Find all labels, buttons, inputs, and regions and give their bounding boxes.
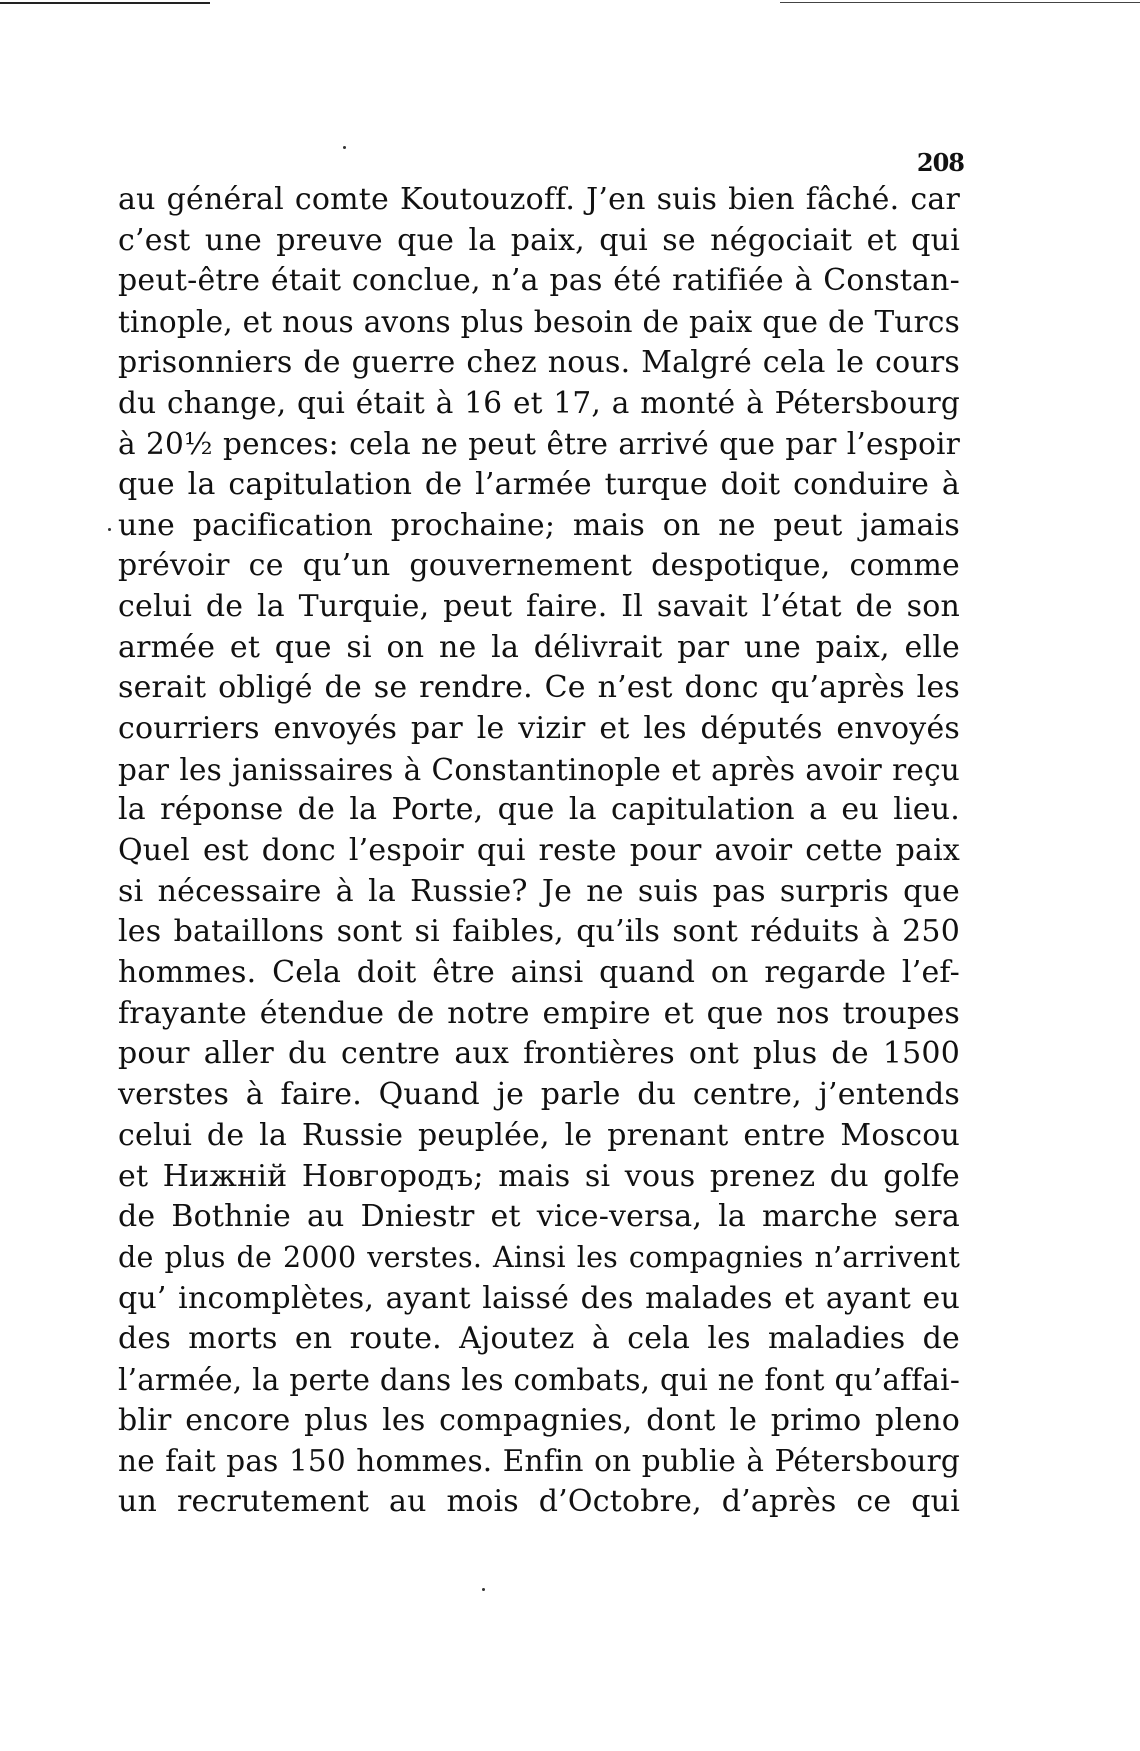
text-line: du change, qui était à 16 et 17, a monté à Pétersbourg bbox=[118, 386, 960, 421]
text-line: ne fait pas 150 hommes. Enfin on publie à Pétersbourg bbox=[118, 1444, 960, 1479]
text-line: un recrutement au mois d’Octobre, d’après ce qui bbox=[118, 1484, 960, 1519]
text-line: peut-être était conclue, n’a pas été ratifiée à Constan- bbox=[118, 263, 960, 299]
text-line: celui de la Russie peuplée, le prenant entre Moscou bbox=[118, 1117, 960, 1153]
text-line: et Нижній Новгородъ; mais si vous prenez du golfe bbox=[118, 1158, 960, 1194]
text-line: blir encore plus les compagnies, dont le primo pleno bbox=[118, 1402, 960, 1438]
text-line: tinople, et nous avons plus besoin de paix que de Turcs bbox=[118, 305, 960, 340]
text-line: de Bothnie au Dniestr et vice-versa, la marche sera bbox=[118, 1199, 960, 1235]
top-rule-right bbox=[780, 2, 1140, 3]
text-line: frayante étendue de notre empire et que nos troupes bbox=[118, 995, 960, 1031]
text-line: qu’ incomplètes, ayant laissé des malades et ayant eu bbox=[118, 1280, 960, 1316]
page-number: 208 bbox=[916, 148, 964, 177]
text-line: que la capitulation de l’armée turque doit conduire à bbox=[118, 466, 960, 502]
text-line: les bataillons sont si faibles, qu’ils sont réduits à 250 bbox=[118, 914, 960, 950]
text-line: c’est une preuve que la paix, qui se négociait et qui bbox=[118, 222, 960, 258]
text-line: serait obligé de se rendre. Ce n’est donc qu’après les bbox=[118, 670, 960, 706]
top-rule-left bbox=[0, 2, 210, 4]
text-line: celui de la Turquie, peut faire. Il savait l’état de son bbox=[118, 588, 960, 624]
text-line: des morts en route. Ajoutez à cela les maladies de bbox=[118, 1321, 960, 1357]
text-line: une pacification prochaine; mais on ne peut jamais bbox=[118, 507, 960, 543]
text-line: courriers envoyés par le vizir et les députés envoyés bbox=[118, 710, 960, 746]
text-line: verstes à faire. Quand je parle du centre, j’entends bbox=[118, 1077, 960, 1113]
text-line: de plus de 2000 verstes. Ainsi les compagnies n’arrivent bbox=[118, 1240, 960, 1274]
text-line: à 20½ pences: cela ne peut être arrivé que par l’espoir bbox=[118, 427, 960, 462]
page-text bbox=[118, 180, 960, 1523]
text-line: prisonniers de guerre chez nous. Malgré cela le cours bbox=[118, 344, 960, 380]
text-line: par les janissaires à Constantinople et après avoir reçu bbox=[118, 752, 960, 787]
scan-speck bbox=[108, 528, 111, 531]
scan-speck bbox=[482, 1588, 485, 1591]
text-line: hommes. Cela doit être ainsi quand on regarde l’ef- bbox=[118, 955, 960, 991]
scan-speck bbox=[343, 146, 346, 149]
text-line: prévoir ce qu’un gouvernement despotique, comme bbox=[118, 548, 960, 584]
text-line: armée et que si on ne la délivrait par une paix, elle bbox=[118, 629, 960, 665]
text-line: la réponse de la Porte, que la capitulation a eu lieu. bbox=[118, 792, 960, 828]
text-line: l’armée, la perte dans les combats, qui ne font qu’affai- bbox=[118, 1362, 960, 1397]
text-line: au général comte Koutouzoff. J’en suis bien fâché. car bbox=[118, 182, 960, 217]
text-line: Quel est donc l’espoir qui reste pour avoir cette paix bbox=[118, 833, 960, 868]
text-line: si nécessaire à la Russie? Je ne suis pas surpris que bbox=[118, 873, 960, 909]
text-line: pour aller du centre aux frontières ont plus de 1500 bbox=[118, 1036, 960, 1072]
